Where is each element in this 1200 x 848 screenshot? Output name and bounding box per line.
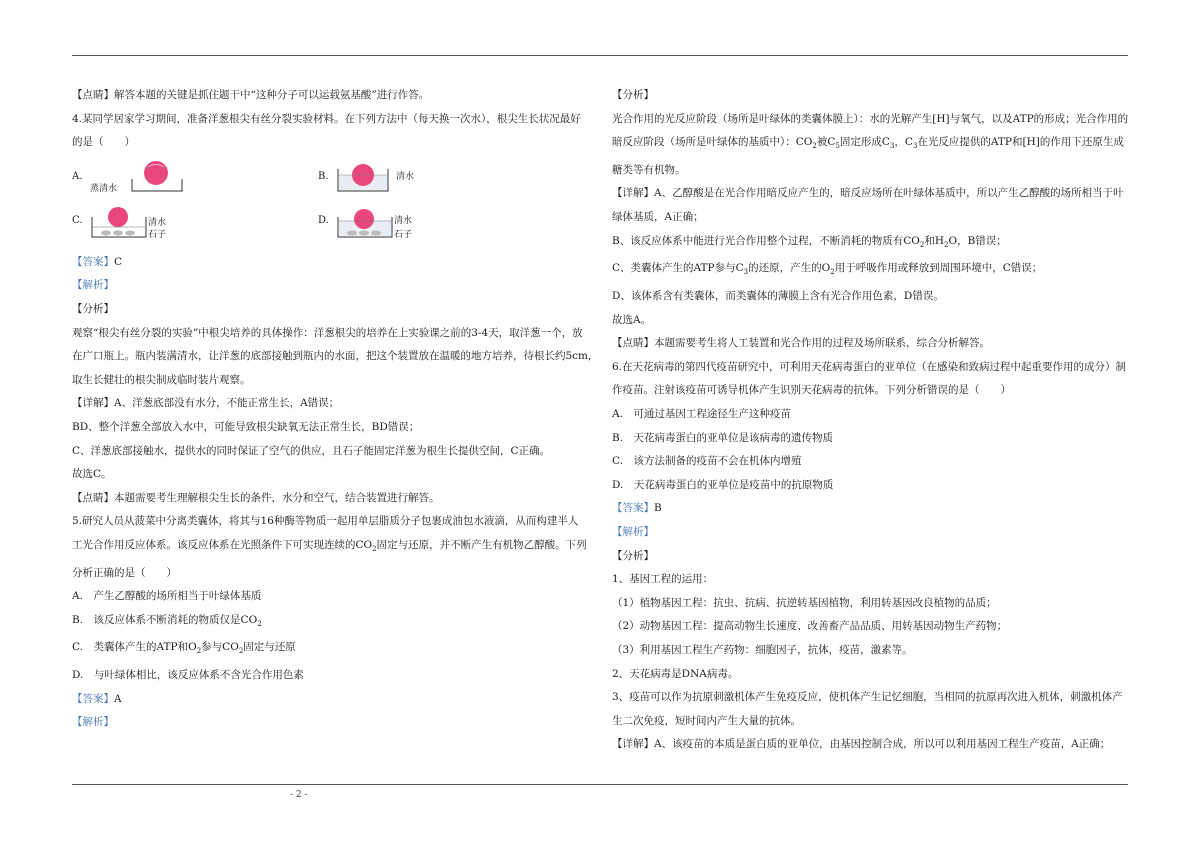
figure-d-label: D. <box>318 214 329 226</box>
fenxi-6: 【分析】 <box>612 549 654 562</box>
answer-tag: 【答案】 <box>612 502 654 515</box>
figure-c-label: C. <box>72 214 83 226</box>
figure-c <box>72 201 212 245</box>
fenxi-4: 【分析】 <box>72 302 114 315</box>
xiangjie-5-line4 <box>612 257 1132 285</box>
sub-5: 5 <box>835 142 840 151</box>
jiexi-4: 【解析】 <box>72 279 114 292</box>
fenxi-5-line1: 光合作用的光反应阶段（场所是叶绿体的类囊体膜上）：水的光解产生[H]与氧气，以及ATP的形成；光合作用的 <box>612 112 1129 125</box>
question-5-line1: 5.研究人员从菠菜中分离类囊体，将其与16种酶等物质一起用单层脂质分子包裹成油包水液滴，从而构建半人 <box>72 515 579 528</box>
fenxi-4-line2: 在广口瓶上。瓶内装满清水，让洋葱的底部接触到瓶内的水面，把这个装置放在温暖的地方培养，待根长约5cm, <box>72 350 592 363</box>
dianjing-5: 【点睛】本题需要考生将人工装置和光合作用的过程及场所联系，综合分析解答。 <box>612 337 990 350</box>
xiangjie-5-line3 <box>612 230 1132 258</box>
d5-3-c: O，B错误； <box>948 234 1007 247</box>
xiangjie-5-line5: D、该体系含有类囊体，而类囊体的薄膜上含有光合作用色素，D错误。 <box>612 290 944 303</box>
figure-d-text-water: 清水 <box>394 215 413 226</box>
option-5-c-part2: 参与CO <box>201 641 239 654</box>
option-5-c-part3: 固定与还原 <box>243 641 296 654</box>
fenxi-6-line3: （2）动物基因工程：提高动物生长速度、改善畜产品品质、用转基因动物生产药物； <box>612 620 1008 633</box>
sub-2: 2 <box>372 545 377 553</box>
dianjing-4: 【点睛】本题需要考生理解根尖生长的条件，水分和空气，结合装置进行解答。 <box>72 491 440 504</box>
sub-3: 3 <box>889 142 895 151</box>
sub-2: 2 <box>257 619 262 628</box>
figure-b-label: B. <box>318 170 329 182</box>
xiangjie-4-line1: 【详解】A、洋葱底部没有水分，不能正常生长，A错误； <box>72 397 340 410</box>
sub-2: 2 <box>238 647 244 656</box>
fenxi-6-line4: （3）利用基因工程生产药物：细胞因子，抗体，疫苗，激素等。 <box>612 643 913 656</box>
question-4-line1: 4.某同学居家学习期间，准备洋葱根尖有丝分裂实验材料。在下列方法中（每天换一次水），根尖生长状况最好 <box>72 112 581 125</box>
option-5-c-part1: C. 类囊体产生的ATP和O <box>72 641 197 654</box>
bottom-rule <box>72 784 1128 785</box>
question-4-figures <box>72 155 592 251</box>
sub-2: 2 <box>830 268 835 277</box>
option-5-a: A. 产生乙醇酸的场所相当于叶绿体基质 <box>72 590 262 603</box>
sub-3: 3 <box>743 268 749 277</box>
option-5-b-text: B. 该反应体系不断消耗的物质仅是CO <box>72 613 258 626</box>
option-5-b <box>72 609 592 637</box>
fenxi-5-line2 <box>612 131 1132 159</box>
question-4-line2: 的是（ ） <box>72 136 135 149</box>
sub-3: 3 <box>912 142 918 151</box>
d5-4-b: 的还原，产生的O <box>748 262 831 275</box>
xiangjie-4-line4: 故选C。 <box>72 468 112 481</box>
answer-tag: 【答案】 <box>72 255 114 268</box>
answer-5 <box>72 688 592 712</box>
f5-2-e: 在光反应提供的ATP和[H]的作用下还原生成 <box>917 136 1124 149</box>
figure-d-text-stone: 石子 <box>394 229 413 240</box>
q5-line2-part1: 工光合作用反应体系。该反应体系在光照条件下可实现连续的CO <box>72 538 373 551</box>
d5-4-a: C、类囊体产生的ATP参与C <box>612 262 744 275</box>
answer-6 <box>612 497 1132 521</box>
fenxi-6-line5: 2、天花病毒是DNA病毒。 <box>612 667 739 680</box>
sub-2: 2 <box>944 240 949 249</box>
fenxi-6-line1: 1、基因工程的运用： <box>612 573 714 586</box>
xiangjie-5-line2: 绿体基质，A正确； <box>612 211 704 224</box>
fenxi-5-line3: 糖类等有机物。 <box>612 163 686 176</box>
top-rule <box>72 55 1128 56</box>
d5-3-a: B、该反应体系中能进行光合作用整个过程，不断消耗的物质有CO <box>612 234 920 247</box>
xiangjie-6-line1: 【详解】A、该疫苗的本质是蛋白质的亚单位，由基因控制合成，所以可以利用基因工程生产疫苗，A正确； <box>612 738 1111 751</box>
sub-2: 2 <box>812 142 817 151</box>
jiexi-6: 【解析】 <box>612 525 654 538</box>
question-5-line3: 分析正确的是（ ） <box>72 566 177 579</box>
figure-c-text-stone: 石子 <box>148 229 167 240</box>
fenxi-4-line1: 观察“根尖有丝分裂的实验”中根尖培养的具体操作：洋葱根尖的培养在上实验课之前的3-4天，取洋葱一个，放 <box>72 326 583 339</box>
xiangjie-5-line6: 故选A。 <box>612 313 652 326</box>
fenxi-4-line3: 取生长健壮的根尖制成临时装片观察。 <box>72 373 251 386</box>
figure-b <box>318 159 458 199</box>
figure-b-text: 清水 <box>396 171 415 182</box>
figure-a-label: A. <box>72 170 83 182</box>
page-number: - 2 - <box>290 790 308 800</box>
xiangjie-5-line1: 【详解】A、乙醇酸是在光合作用暗反应产生的，暗反应场所在叶绿体基质中，所以产生乙醇酸的场所相当于叶 <box>612 187 1124 200</box>
dianjing-3: 【点睛】解答本题的关键是抓住题干中“这种分子可以运载氨基酸”进行作答。 <box>72 89 430 101</box>
option-6-a: A. 可通过基因工程途径生产这种疫苗 <box>612 408 791 420</box>
left-column <box>72 84 592 735</box>
fenxi-5: 【分析】 <box>612 89 654 101</box>
f5-2-c: 固定形成C <box>839 136 890 149</box>
figure-a <box>72 159 192 199</box>
fenxi-6-line2: （1）植物基因工程：抗虫、抗病、抗逆转基因植物，利用转基因改良植物的品质； <box>612 596 997 609</box>
answer-value: C <box>114 255 123 268</box>
figure-a-text: 蒸清水 <box>90 183 118 194</box>
answer-4 <box>72 251 592 275</box>
option-6-d: D. 天花病毒蛋白的亚单位是疫苗中的抗原物质 <box>612 478 834 491</box>
fenxi-6-line6: 3、疫苗可以作为抗原刺激机体产生免疫反应，使机体产生记忆细胞，当相同的抗原再次进入机体，刺激机体产 <box>612 691 1123 704</box>
answer-value: A <box>114 692 122 705</box>
right-column <box>612 84 1132 757</box>
jiexi-5: 【解析】 <box>72 716 114 729</box>
option-5-c <box>72 636 592 664</box>
figure-c-text-water: 清水 <box>148 217 167 228</box>
fenxi-6-line7: 生二次免疫，短时间内产生大量的抗体。 <box>612 714 801 727</box>
sub-2: 2 <box>196 647 202 656</box>
f5-2-b: 被C <box>816 136 836 149</box>
figure-d <box>318 201 458 245</box>
f5-2-d: ，C <box>894 136 913 149</box>
q5-line2-part2: 固定与还原，并不断产生有机物乙醇酸。下列 <box>376 538 587 551</box>
question-6-line1: 6.在天花病毒的第四代疫苗研究中，可利用天花病毒蛋白的亚单位（在感染和致病过程中起重要作用的成分）制 <box>612 360 1127 373</box>
answer-value: B <box>654 502 662 515</box>
xiangjie-4-line3: C、洋葱底部接触水，提供水的同时保证了空气的供应，且石子能固定洋葱为根生长提供空间，C正确。 <box>72 444 551 457</box>
d5-3-b: 和H <box>924 234 944 247</box>
question-5-line2 <box>72 534 592 562</box>
f5-2-a: 暗反应阶段（场所是叶绿体的基质中）：CO <box>612 136 813 149</box>
option-6-c: C. 该方法制备的疫苗不会在机体内增殖 <box>612 455 802 468</box>
option-5-d: D. 与叶绿体相比，该反应体系不含光合作用色素 <box>72 669 304 682</box>
d5-4-c: 用于呼吸作用或释放到周围环境中，C错误； <box>834 262 1043 275</box>
answer-tag: 【答案】 <box>72 692 114 705</box>
sub-2: 2 <box>919 240 925 249</box>
xiangjie-4-line2: BD、整个洋葱全部放入水中，可能导致根尖缺氧无法正常生长，BD错误； <box>72 420 420 433</box>
question-6-line2: 作疫苗。注射该疫苗可诱导机体产生识别天花病毒的抗体。下列分析错误的是（ ） <box>612 384 1011 397</box>
option-6-b: B. 天花病毒蛋白的亚单位是该病毒的遗传物质 <box>612 431 834 444</box>
